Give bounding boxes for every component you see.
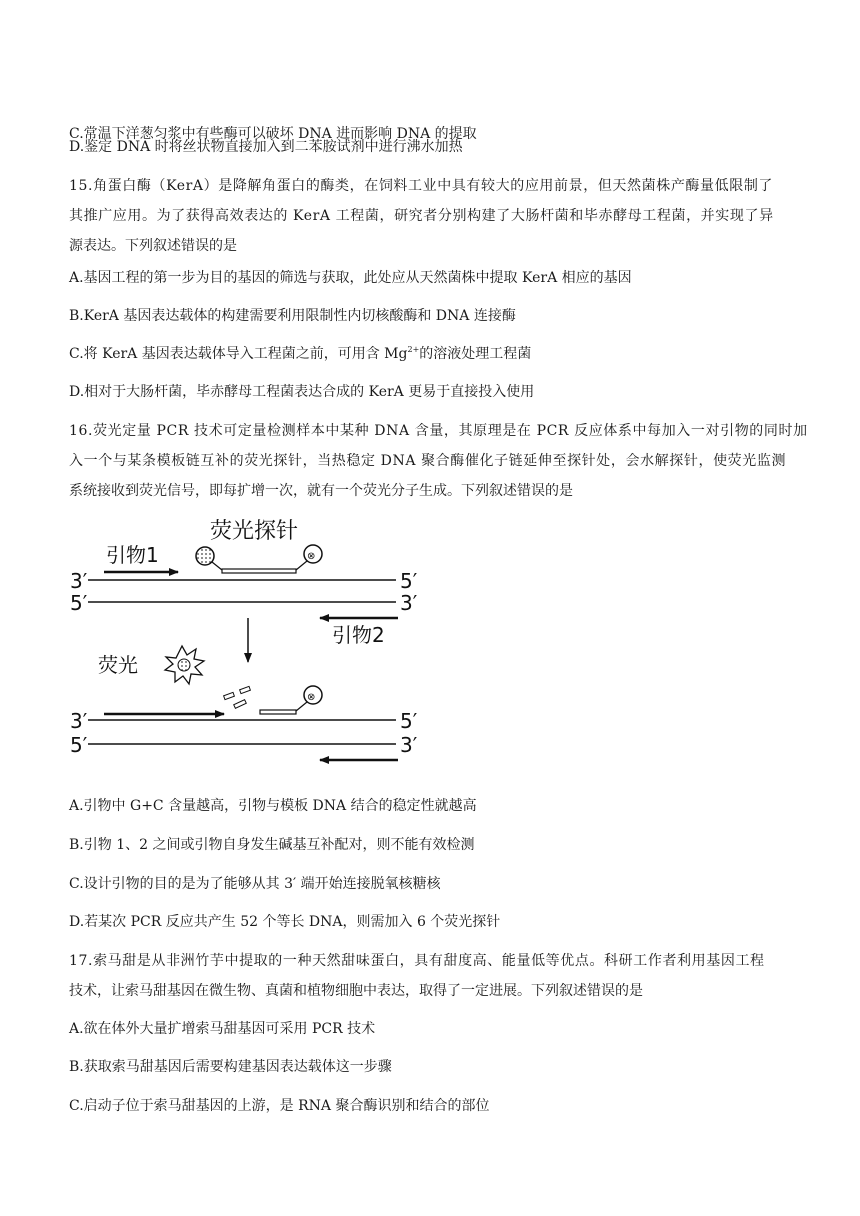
q15-option-a: A.基因工程的第一步为目的基因的筛选与获取，此处应从天然菌株中提取 KerA 相应的基因 <box>69 270 632 286</box>
q14-option-c: C.常温下洋葱匀浆中有些酶可以破坏 DNA 进而影响 DNA 的提取 <box>69 126 477 142</box>
pcr-probe-diagram <box>64 512 440 776</box>
q17-stem-line-1: 17.索马甜是从非洲竹芋中提取的一种天然甜味蛋白，具有甜度高、能量低等优点。科研工作者利用基因工程 <box>69 953 765 969</box>
released-fluorophore <box>178 659 190 671</box>
q17-option-b: B.获取索马甜基因后需要构建基因表达载体这一步骤 <box>69 1059 392 1075</box>
q17-option-c: C.启动子位于索马甜基因的上游，是 RNA 聚合酶识别和结合的部位 <box>69 1098 490 1114</box>
q15-stem-line-3: 源表达。下列叙述错误的是 <box>69 238 237 254</box>
q15-option-c: C.将 KerA 基因表达载体导入工程菌之前，可用含 $Mg^{2+}$的溶液处理工程菌 <box>69 345 532 362</box>
q16-option-d: D.若某次 PCR 反应共产生 52 个等长 DNA，则需加入 6 个荧光探针 <box>69 914 501 930</box>
probe-link-right <box>296 561 307 570</box>
strand2-left-end: 5′ <box>70 591 88 615</box>
primer2-label: 引物2 <box>332 623 385 647</box>
probe-fragment <box>234 700 247 709</box>
q17-option-a: A.欲在体外大量扩增索马甜基因可采用 PCR 技术 <box>69 1021 376 1037</box>
fluorescence-label: 荧光 <box>98 653 138 677</box>
q16-option-c: C.设计引物的目的是为了能够从其 3′ 端开始连接脱氧核糖核 <box>69 876 441 892</box>
probe-fragment <box>224 692 235 699</box>
strand4-right-end: 3′ <box>400 733 418 757</box>
probe-link-right <box>296 702 307 711</box>
q16-option-b: B.引物 1、2 之间或引物自身发生碱基互补配对，则不能有效检测 <box>69 837 475 853</box>
primer1-label: 引物1 <box>106 543 159 567</box>
quencher-mark: ⊗ <box>307 692 316 703</box>
strand4-left-end: 5′ <box>70 733 88 757</box>
q16-stem-line-3: 系统接收到荧光信号，即每扩增一次，就有一个荧光分子生成。下列叙述错误的是 <box>69 483 573 499</box>
strand3-left-end: 3′ <box>70 709 88 733</box>
probe-label: 荧光探针 <box>210 519 299 544</box>
q16-stem-line-2: 入一个与某条模板链互补的荧光探针，当热稳定 DNA 聚合酶催化子链延伸至探针处，会水解探针，使荧光监测 <box>69 453 787 469</box>
strand1-right-end: 5′ <box>400 569 418 593</box>
q15-stem-line-2: 其推广应用。为了获得高效表达的 KerA 工程菌，研究者分别构建了大肠杆菌和毕赤酵母工程菌，并实现了异 <box>69 208 774 224</box>
remaining-probe <box>260 710 296 714</box>
strand1-left-end: 3′ <box>70 569 88 593</box>
probe-fragment <box>240 686 251 693</box>
probe-link-left <box>212 562 222 570</box>
strand3-right-end: 5′ <box>400 709 418 733</box>
q14-option-d: D.鉴定 DNA 时将丝状物直接加入到二苯胺试剂中进行沸水加热 <box>69 139 463 155</box>
quencher-mark: ⊗ <box>307 551 316 562</box>
q16-stem-line-1: 16.荧光定量 PCR 技术可定量检测样本中某种 DNA 含量，其原理是在 PCR 反应体系中每加入一对引物的同时加 <box>69 423 808 439</box>
q17-stem-line-2: 技术，让索马甜基因在微生物、真菌和植物细胞中表达，取得了一定进展。下列叙述错误的是 <box>69 983 643 999</box>
strand2-right-end: 3′ <box>400 591 418 615</box>
q16-option-a: A.引物中 G+C 含量越高，引物与模板 DNA 结合的稳定性就越高 <box>69 798 477 814</box>
q15-option-b: B.KerA 基因表达载体的构建需要利用限制性内切核酸酶和 DNA 连接酶 <box>69 308 516 324</box>
q15-stem-line-1: 15.角蛋白酶（KerA）是降解角蛋白的酶类，在饲料工业中具有较大的应用前景，但天然菌株产酶量低限制了 <box>69 178 774 194</box>
probe-body <box>222 569 296 573</box>
q15-option-d: D.相对于大肠杆菌，毕赤酵母工程菌表达合成的 KerA 更易于直接投入使用 <box>69 384 535 400</box>
fluorophore-circle <box>196 547 214 565</box>
